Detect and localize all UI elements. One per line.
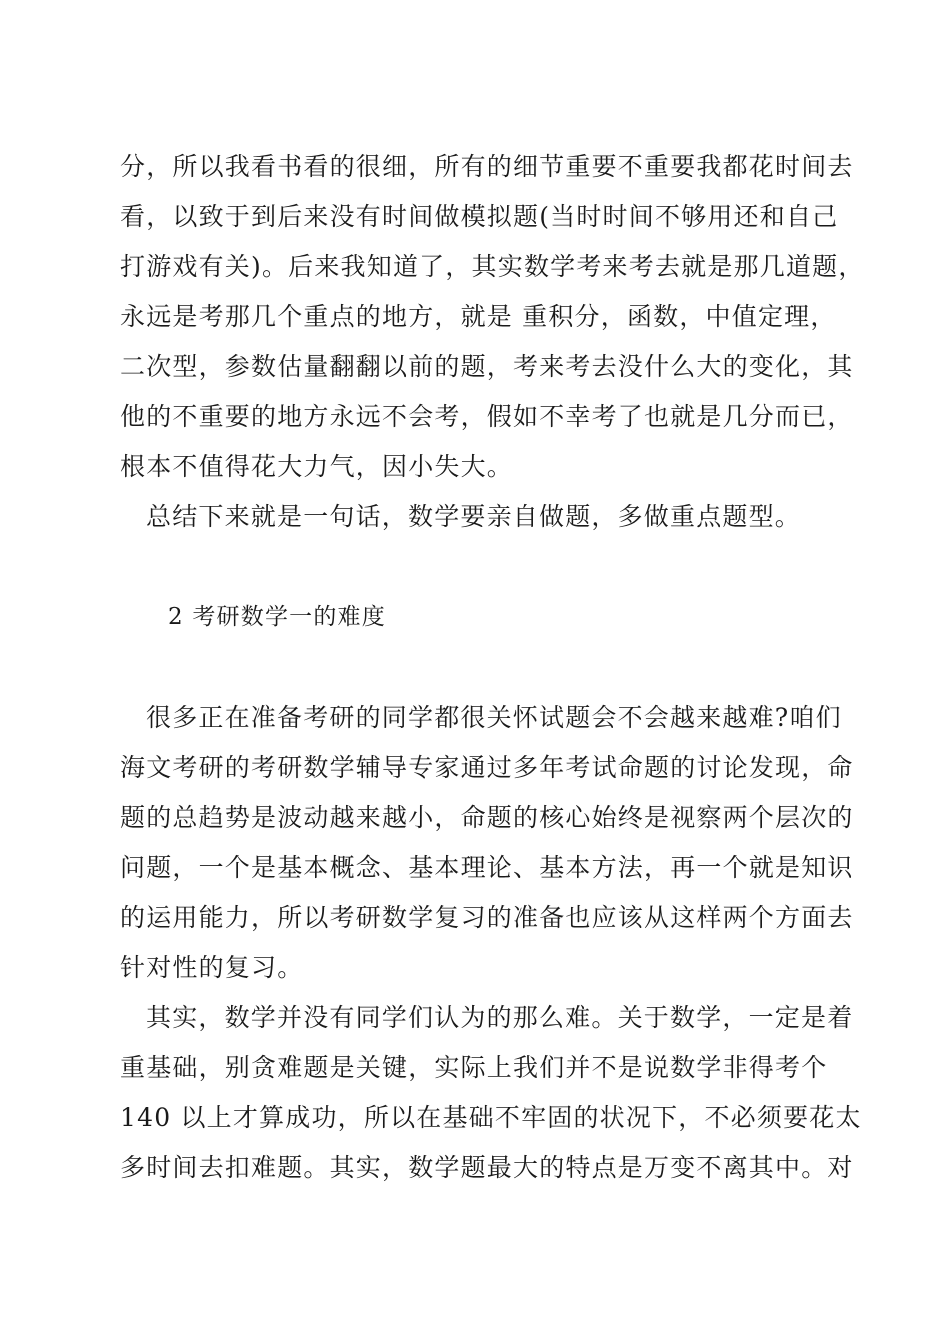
text-line: 总结下来就是一句话，数学要亲自做题，多做重点题型。 xyxy=(146,502,802,531)
text-line: 看，以致于到后来没有时间做模拟题(当时时间不够用还和自己 xyxy=(120,202,839,231)
text-line: 多时间去扣难题。其实，数学题最大的特点是万变不离其中。对 xyxy=(120,1153,854,1182)
text-line: 140 以上才算成功，所以在基础不牢固的状况下，不必须要花太 xyxy=(120,1103,862,1132)
text-line: 针对性的复习。 xyxy=(120,953,304,982)
text-line: 问题，一个是基本概念、基本理论、基本方法，再一个就是知识 xyxy=(120,853,854,882)
text-line: 根本不值得花大力气，因小失大。 xyxy=(120,452,514,481)
heading-text: 2 考研数学一的难度 xyxy=(168,604,386,630)
text-line: 题的总趋势是波动越来越小，命题的核心始终是视察两个层次的 xyxy=(120,803,854,832)
text-line: 其实，数学并没有同学们认为的那么难。关于数学，一定是着 xyxy=(146,1003,854,1032)
text-line: 海文考研的考研数学辅导专家通过多年考试命题的讨论发现，命 xyxy=(120,753,854,782)
text-line: 很多正在准备考研的同学都很关怀试题会不会越来越难?咱们 xyxy=(146,703,842,732)
text-line: 分，所以我看书看的很细，所有的细节重要不重要我都花时间去 xyxy=(120,152,854,181)
text-line: 二次型，参数估量翻翻以前的题，考来考去没什么大的变化，其 xyxy=(120,352,854,381)
text-line: 永远是考那几个重点的地方，就是 重积分，函数，中值定理， xyxy=(120,302,837,331)
text-line: 他的不重要的地方永远不会考，假如不幸考了也就是几分而已， xyxy=(120,402,854,431)
text-line: 重基础，别贪难题是关键，实际上我们并不是说数学非得考个 xyxy=(120,1053,828,1082)
text-line: 的运用能力，所以考研数学复习的准备也应该从这样两个方面去 xyxy=(120,903,854,932)
text-line: 打游戏有关)。后来我知道了，其实数学考来考去就是那几道题， xyxy=(120,252,865,281)
